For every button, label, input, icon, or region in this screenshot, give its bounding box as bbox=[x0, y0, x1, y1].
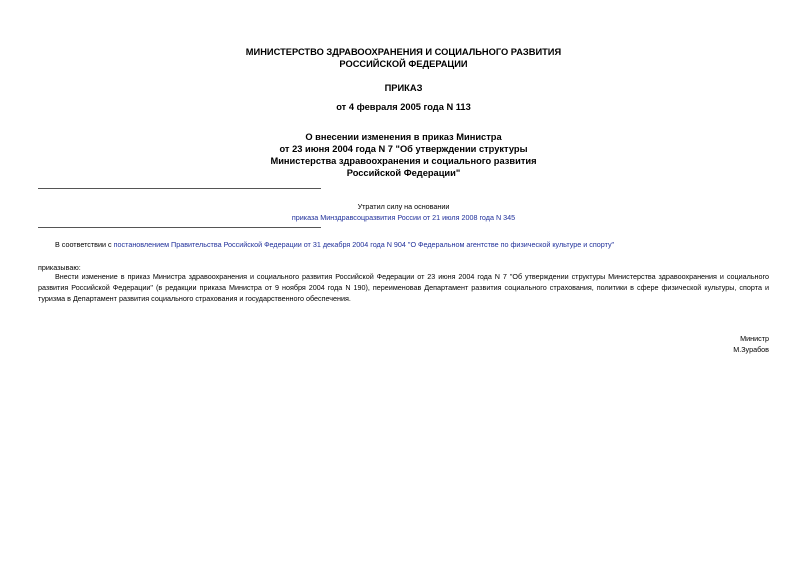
ministry-name-line-1: МИНИСТЕРСТВО ЗДРАВООХРАНЕНИЯ И СОЦИАЛЬНОГО РАЗВИТИЯ bbox=[245, 47, 562, 57]
lost-force-note: Утратил силу на основании bbox=[357, 202, 450, 211]
orders-word: приказываю: bbox=[38, 263, 81, 272]
subject-line-3: Министерства здравоохранения и социального развития bbox=[270, 156, 537, 166]
lost-force-link-line bbox=[0, 212, 807, 223]
signature-title: Министр bbox=[740, 334, 769, 343]
document-date-number: от 4 февраля 2005 года N 113 bbox=[336, 102, 471, 112]
basis-paragraph bbox=[38, 239, 769, 250]
document-subject bbox=[0, 131, 807, 179]
basis-prefix: В соответствии с bbox=[55, 240, 114, 249]
subject-line-2: от 23 июня 2004 года N 7 "Об утверждении структуры bbox=[279, 144, 528, 154]
signature-name: М.Зурабов bbox=[733, 345, 769, 354]
ministry-name-line-2: РОССИЙСКОЙ ФЕДЕРАЦИИ bbox=[339, 59, 468, 69]
document-type: ПРИКАЗ bbox=[384, 83, 423, 93]
ministry-name bbox=[0, 46, 807, 70]
divider-bottom bbox=[38, 227, 321, 228]
divider-top bbox=[38, 188, 321, 189]
lost-force-link[interactable]: приказа Минздравсоцразвития России от 21 июля 2008 года N 345 bbox=[291, 213, 516, 222]
subject-line-1: О внесении изменения в приказ Министра bbox=[305, 132, 502, 142]
order-body-text: Внести изменение в приказ Министра здравоохранения и социального развития Российской Федерации от 23 июня 2004 года N 7 "Об утверждении структуры Министерства здравоохранения и социального развития Российской Федерации" (в редакции приказа Министра от 9 ноября 2004 года N 190), переименовав Департамент развития социального страхования, политики в сфере физической культуры, спорта и туризма в Департамент развития социального страхования и государственного обеспечения. bbox=[38, 272, 769, 303]
subject-line-4: Российской Федерации" bbox=[346, 168, 461, 178]
basis-link[interactable]: постановлением Правительства Российской Федерации от 31 декабря 2004 года N 904 "О Федеральном агентстве по физической культуре и спорту" bbox=[113, 240, 615, 249]
